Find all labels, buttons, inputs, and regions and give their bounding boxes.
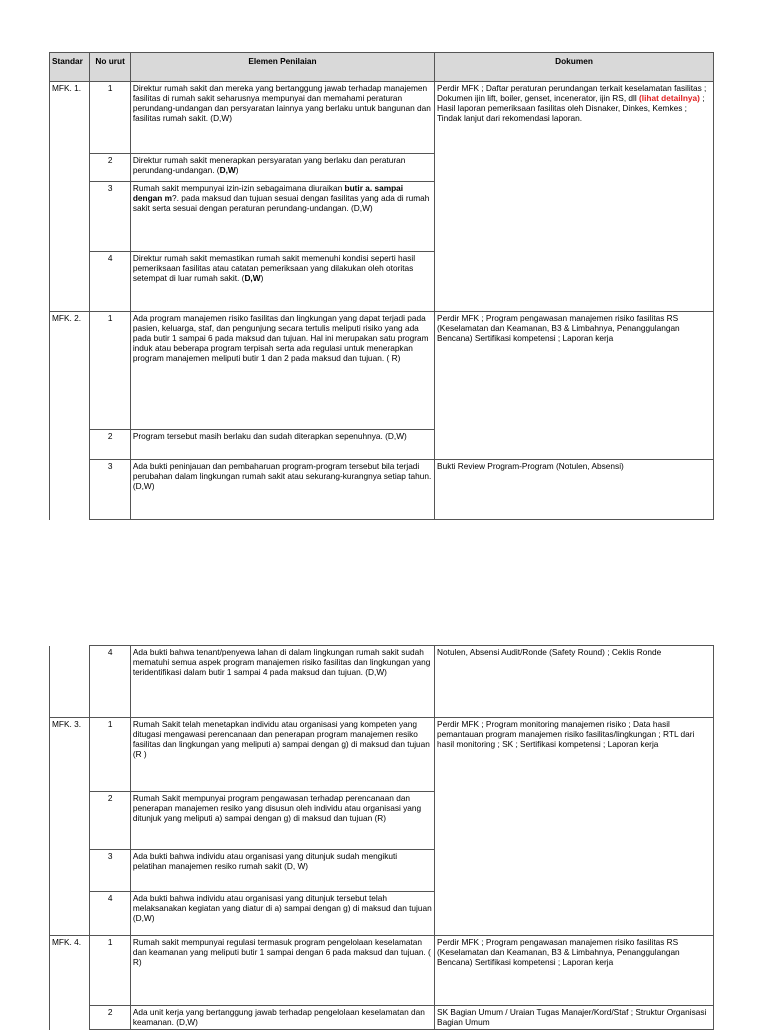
table-row	[50, 460, 714, 520]
item-number: 2	[90, 154, 130, 182]
header-no-urut: No urut	[90, 53, 130, 82]
item-number: 1	[90, 936, 130, 1006]
item-number: 1	[90, 312, 130, 430]
table-row	[50, 646, 714, 718]
table-page-1	[49, 52, 714, 520]
item-number: 4	[90, 252, 130, 312]
element-text-bold: D,W	[219, 165, 236, 175]
header-dokumen: Dokumen	[435, 53, 714, 82]
document-text: ; Hasil laporan pemeriksaan fasilitas oleh Disnaker, Dinkes, Kemkes ; Tindak lanjut dari rekomendasi laporan.	[437, 93, 705, 123]
item-number: 3	[90, 850, 130, 892]
assessment-element	[130, 154, 434, 182]
standard-code: MFK. 3.	[50, 718, 90, 936]
document-cell: Perdir MFK ; Program pengawasan manajemen risiko fasilitas RS (Keselamatan dan Keamanan, B3 & Limbahnya, Penanggulangan Bencana) Sertifikasi kompetensi ; Laporan kerja	[435, 312, 714, 460]
assessment-element	[130, 252, 434, 312]
element-text: Rumah sakit mempunyai izin-izin sebagaimana diuraikan	[132, 183, 345, 193]
standard-code: MFK. 4.	[50, 936, 90, 1030]
standard-code-continued	[50, 646, 90, 718]
document-cell: Notulen, Absensi Audit/Ronde (Safety Round) ; Ceklis Ronde	[435, 646, 714, 718]
element-text: Direktur rumah sakit menerapkan persyaratan yang berlaku dan peraturan perundang-undangan. (	[132, 155, 406, 175]
document-cell: Bukti Review Program-Program (Notulen, Absensi)	[435, 460, 714, 520]
element-text-bold: D,W	[244, 273, 261, 283]
table-row	[50, 1006, 714, 1030]
standard-code: MFK. 1.	[50, 82, 90, 312]
item-number: 4	[90, 892, 130, 936]
element-text-bold: butir a. sampai dengan m	[132, 183, 404, 203]
item-number: 2	[90, 1006, 130, 1030]
assessment-element: Ada bukti bahwa tenant/penyewa lahan di dalam lingkungan rumah sakit sudah mematuhi semua aspek program manajemen risiko fasilitas dan lingkungan yang teridentifikasi dalam butir 1 sampai 4 pada maksud dan tujuan. (D,W)	[130, 646, 434, 718]
element-text: ?. pada maksud dan tujuan sesuai dengan fasilitas yang ada di rumah sakit serta sesuai dengan peraturan perundang-undangan. (D,W)	[132, 193, 430, 213]
assessment-element: Ada unit kerja yang bertanggung jawab terhadap pengelolaan keselamatan dan keamanan. (D,W)	[130, 1006, 434, 1030]
detail-link[interactable]: (lihat detailnya)	[639, 93, 700, 103]
item-number: 3	[90, 460, 130, 520]
assessment-element: Program tersebut masih berlaku dan sudah diterapkan sepenuhnya. (D,W)	[130, 430, 434, 460]
element-text: )	[235, 165, 239, 175]
item-number: 2	[90, 792, 130, 850]
document-cell: Perdir MFK ; Program pengawasan manajemen risiko fasilitas RS (Keselamatan dan Keamanan, B3 & Limbahnya, Penanggulangan Bencana) Sertifikasi kompetensi ; Laporan kerja	[435, 936, 714, 1006]
table-header-row	[50, 53, 714, 82]
table-row	[50, 936, 714, 1006]
table-row	[50, 312, 714, 430]
table-row	[50, 718, 714, 792]
document-cell: SK Bagian Umum / Uraian Tugas Manajer/Kord/Staf ; Struktur Organisasi Bagian Umum	[435, 1006, 714, 1030]
item-number: 3	[90, 182, 130, 252]
header-standar: Standar	[50, 53, 90, 82]
item-number: 1	[90, 718, 130, 792]
item-number: 1	[90, 82, 130, 154]
element-text: Direktur rumah sakit memastikan rumah sakit memenuhi kondisi seperti hasil pemeriksaan fasilitas atau catatan pemeriksaan yang dilakukan oleh otoritas setempat di luar rumah sakit. (	[132, 253, 416, 283]
table-page-2	[49, 645, 714, 1030]
assessment-element: Direktur rumah sakit dan mereka yang bertanggung jawab terhadap manajemen fasilitas di rumah sakit seharusnya mempunyai dan memahami peraturan perundang-undangan dan persyaratan lainnya yang berlaku untuk bangunan dan fasilitas rumah sakit. (D,W)	[130, 82, 434, 154]
assessment-element: Ada bukti bahwa individu atau organisasi yang ditunjuk tersebut telah melaksanakan kegiatan yang diatur di a) sampai dengan g) di maksud dan tujuan (D,W)	[130, 892, 434, 936]
element-text: )	[260, 273, 264, 283]
item-number: 4	[90, 646, 130, 718]
document-cell: Perdir MFK ; Program monitoring manajemen risiko ; Data hasil pemantauan program manajemen risiko fasilitas/lingkungan ; RTL dari hasil monitoring ; SK ; Sertifikasi kompetensi ; Laporan kerja	[435, 718, 714, 936]
header-elemen: Elemen Penilaian	[130, 53, 434, 82]
table-row	[50, 82, 714, 154]
assessment-element	[130, 182, 434, 252]
document-cell	[435, 82, 714, 312]
assessment-element: Rumah Sakit mempunyai program pengawasan terhadap perencanaan dan penerapan manajemen resiko yang disusun oleh individu atau organisasi yang ditunjuk yang meliputi a) sampai dengan g) di maksud dan tujuan (R)	[130, 792, 434, 850]
standard-code: MFK. 2.	[50, 312, 90, 520]
item-number: 2	[90, 430, 130, 460]
assessment-element: Ada bukti peninjauan dan pembaharuan program-program tersebut bila terjadi perubahan dalam lingkungan rumah sakit atau sekurang-kurangnya setiap tahun. (D,W)	[130, 460, 434, 520]
assessment-element: Rumah Sakit telah menetapkan individu atau organisasi yang kompeten yang ditugasi mengawasi perencanaan dan penerapan program manajemen resiko fasilitas dan lingkungan yang meliputi a) sampai dengan g) di maksud dan tujuan (R )	[130, 718, 434, 792]
assessment-element: Ada program manajemen risiko fasilitas dan lingkungan yang dapat terjadi pada pasien, keluarga, staf, dan pengunjung secara tertulis meliputi risiko yang ada pada butir 1 sampai 6 pada maksud dan tujuan. Hal ini merupakan satu program induk atau beberapa program terpisah serta ada regulasi untuk menerapkan program manajemen meliputi butir 1 dan 2 pada maksud dan tujuan. ( R)	[130, 312, 434, 430]
document-text: Perdir MFK ; Daftar peraturan perundangan terkait keselamatan fasilitas ; Dokumen ijin lift, boiler, genset, incenerator, ijin RS, dll	[437, 83, 707, 103]
assessment-element: Rumah sakit mempunyai regulasi termasuk program pengelolaan keselamatan dan keamanan yang meliputi butir 1 sampai dengan 6 pada maksud dan tujuan. ( R)	[130, 936, 434, 1006]
assessment-element: Ada bukti bahwa individu atau organisasi yang ditunjuk sudah mengikuti pelatihan manajemen resiko rumah sakit (D, W)	[130, 850, 434, 892]
